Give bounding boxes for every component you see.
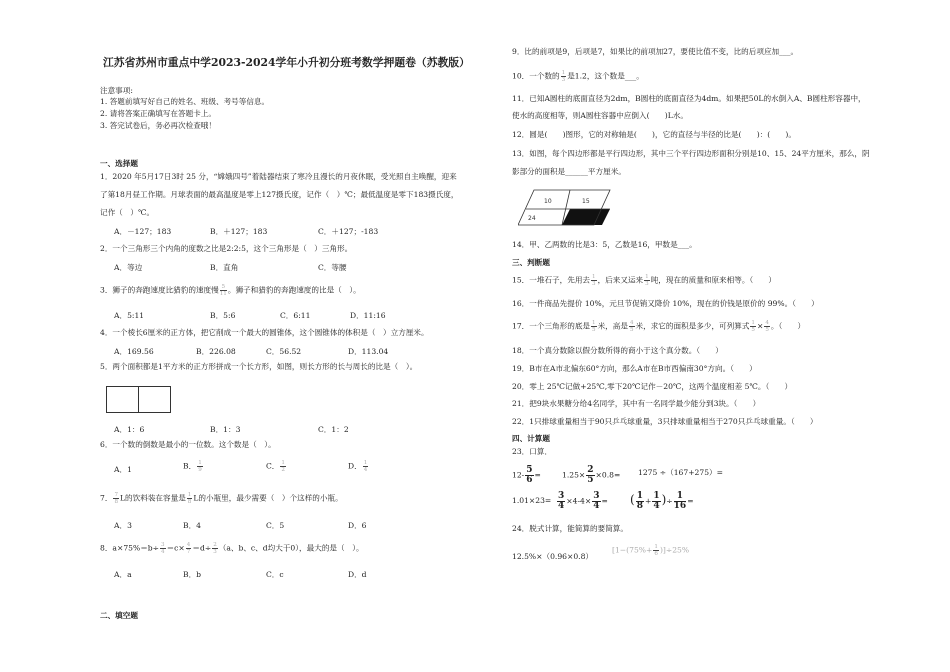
option-c: C．5 (266, 521, 285, 530)
option-d: D．11:16 (350, 311, 386, 320)
parallelogram-figure (518, 189, 614, 229)
option-b: B．4 (183, 521, 202, 530)
calc-row-1a: 12- $\frac{5}{6}$ = (512, 465, 541, 485)
question-13-line: 13．如图，每个四边形都是平行四边形，其中三个平行四边形面积分别是10、15、24平方厘米，那么，阴 (512, 149, 870, 158)
question-14: 14．甲、乙两数的比是3：5，乙数是16，甲数是___。 (512, 240, 697, 249)
option-d: D． $\frac{1}{4}$ (348, 460, 368, 473)
option-a: A．5:11 (114, 311, 145, 320)
question-11-line: 11．已知A圆柱的底面直径为2dm，B圆柱的底面直径为4dm。如果把50L的水倒入A、B圆柱形容器中， (512, 94, 866, 103)
note-item: 1. 答题前填写好自己的姓名、班级、考号等信息。 (100, 97, 270, 106)
option-b: B．5:6 (210, 311, 236, 320)
option-c: C．6:11 (280, 311, 311, 320)
section-heading-fill: 二、填空题 (100, 611, 138, 620)
option-a: A．169.56 (114, 347, 154, 356)
question-20: 20．零上 25℃记做+25℃,零下20℃记作－20℃，这两个温度相差 5℃。（ ） (512, 382, 793, 391)
notes-heading: 注意事项: (100, 86, 133, 95)
option-b: B．＋127；183 (210, 227, 268, 236)
question-17: 17．一个三角形的底是 $\frac{1}{5}$ 米，高是 $\frac{4}{5}$ 米，求它的面积是多少，可列算式 $\frac{1}{5}$ × $\frac{4}{5}$ 。（ ） (512, 320, 806, 333)
fraction: $\frac{5}{11}$ (219, 284, 227, 297)
question-2: 2．一个三角形三个内角的度数之比是2:2:5，这个三角形是（ ）三角形。 (100, 244, 353, 253)
calc-row-2b: $\frac{3}{4}$ ×4-4× $\frac{3}{4}$ = (558, 491, 608, 511)
question-24-label: 24．脱式计算，能简算的要简算。 (512, 524, 628, 533)
question-3: 3．狮子的奔跑速度比猎豹的速度慢 $\frac{5}{11}$ 。狮子和猎豹的奔跑速度的比是（ ）。 (100, 284, 361, 297)
note-item: 3. 答完试卷后，务必再次检查哦！ (100, 121, 216, 130)
section-heading-judge: 三、判断题 (512, 258, 550, 267)
question-1-line: 1．2020 年5月17日3时 25 分，“嫦娥四号”着陆器结束了寒冷且漫长的月夜休眠，受光照自主唤醒，迎来 (100, 172, 457, 181)
question-11-line: 使水的高度相等，则A圆柱容器中应倒入( )L水。 (512, 111, 688, 120)
option-d: D．6 (348, 521, 367, 530)
option-d: D．113.04 (348, 347, 389, 356)
option-a: A．等边 (114, 263, 143, 272)
option-c: C．等腰 (318, 263, 347, 272)
calc-row-2a: 1.01×23= (512, 496, 552, 505)
rectangle-figure (106, 386, 172, 414)
option-c: C．56.52 (266, 347, 302, 356)
option-a: A．1：6 (114, 425, 145, 434)
option-a: A．3 (114, 521, 132, 530)
calc-row-1b: 1.25× $\frac{2}{5}$ ×0.8= (562, 465, 621, 485)
question-16: 16．一件商品先提价 10%，元旦节促销又降价 10%，现在的价钱是原价的 99%。（ ） (512, 299, 819, 308)
option-b: B．226.08 (196, 347, 236, 356)
option-c: C． $\frac{1}{2}$ (266, 460, 285, 473)
option-a: A．－127；183 (114, 227, 172, 236)
option-b: B．直角 (210, 263, 239, 272)
calc-row-1c: 1275 ÷（167+275）= (638, 468, 724, 477)
question-1-line: 记作（ ）℃。 (100, 208, 155, 217)
question-18: 18．一个真分数除以假分数所得的商小于这个真分数。（ ） (512, 346, 723, 355)
label-10: 10 (544, 198, 552, 205)
option-b: B． $\frac{1}{9}$ (183, 460, 202, 473)
question-8: 8．a×75%＝b÷ $\frac{3}{4}$ ＝c× $\frac{4}{7}$ ＝d÷ $\frac{2}{3}$ （a、b、c、d均大于0），最大的是（ ）。 (100, 542, 364, 555)
note-item: 2. 请将答案正确填写在答题卡上。 (100, 109, 216, 118)
option-c: C．c (266, 570, 284, 579)
question-19: 19．B市在A市北偏东60°方向，那么A市在B市西偏南30°方向。（ ） (512, 364, 757, 373)
section-heading-calc: 四、计算题 (512, 434, 550, 443)
question-21: 21．把9块水果糖分给4名同学，其中有一名同学最少能分到3块。（ ） (512, 399, 761, 408)
question-5: 5．两个面积都是1平方米的正方形拼成一个长方形，如图，则长方形的长与周长的比是（ ）。 (100, 362, 418, 371)
question-4: 4．一个棱长6厘米的正方体，把它削成一个最大的圆锥体，这个圆锥体的体积是（ ）立方厘米。 (100, 328, 429, 337)
calc-expr-1: 12.5%×（0.96×0.8） (512, 552, 594, 561)
question-23-label: 23．口算． (512, 447, 553, 456)
question-13-line: 影部分的面积是______平方厘米。 (512, 167, 626, 176)
option-c: C．＋127；-183 (318, 227, 379, 236)
section-heading-choice: 一、选择题 (100, 159, 138, 168)
question-15: 15．一堆石子，先用去 $\frac{1}{3}$ ，后来又运来 $\frac{1}{3}$ 吨，现在的质量和原来相等。（ ） (512, 274, 776, 287)
question-12: 12．圆是( )图形，它的对称轴是( )，它的直径与半径的比是( )：( )。 (512, 130, 796, 139)
page-title: 江苏省苏州市重点中学2023-2024学年小升初分班考数学押题卷（苏教版） (103, 56, 470, 69)
option-d: D．d (348, 570, 367, 579)
question-6: 6．一个数的倒数是最小的一位数。这个数是（ ）。 (100, 440, 276, 449)
calc-expr-2: [1−(75%+ $\frac{1}{6}$ )]÷25% (612, 544, 690, 557)
question-7: 7． $\frac{7}{8}$ L的饮料装在容量是 $\frac{1}{8}$ L的小瓶里，最少需要（ ）个这样的小瓶。 (100, 492, 343, 505)
question-10: 10．一个数的 $\frac{1}{3}$ 是1.2，这个数是___。 (512, 70, 644, 83)
question-1-line: 了第18月昼工作期。月球表面的最高温度是零上127摄氏度，记作（ ）℃；最低温度是零下183摄氏度， (100, 190, 459, 199)
question-9: 9．比的前项是9，后项是7，如果比的前项加27，要使比值不变，比的后项应加___。 (512, 47, 799, 56)
label-15: 15 (582, 198, 590, 205)
question-22: 22．1只排球重量相当于90只乒乓球重量，3只排球重量相当于270只乒乓球重量。（ ） (512, 417, 818, 426)
option-a: A．a (114, 570, 132, 579)
option-a: A．1 (114, 465, 132, 474)
option-b: B．1：3 (210, 425, 241, 434)
label-24: 24 (528, 215, 536, 222)
calc-row-2c: ( $\frac{1}{8}$ + $\frac{1}{4}$ )÷ $\frac{1}{16}$ = (630, 491, 694, 511)
option-c: C．1：2 (318, 425, 349, 434)
option-b: B．b (183, 570, 202, 579)
